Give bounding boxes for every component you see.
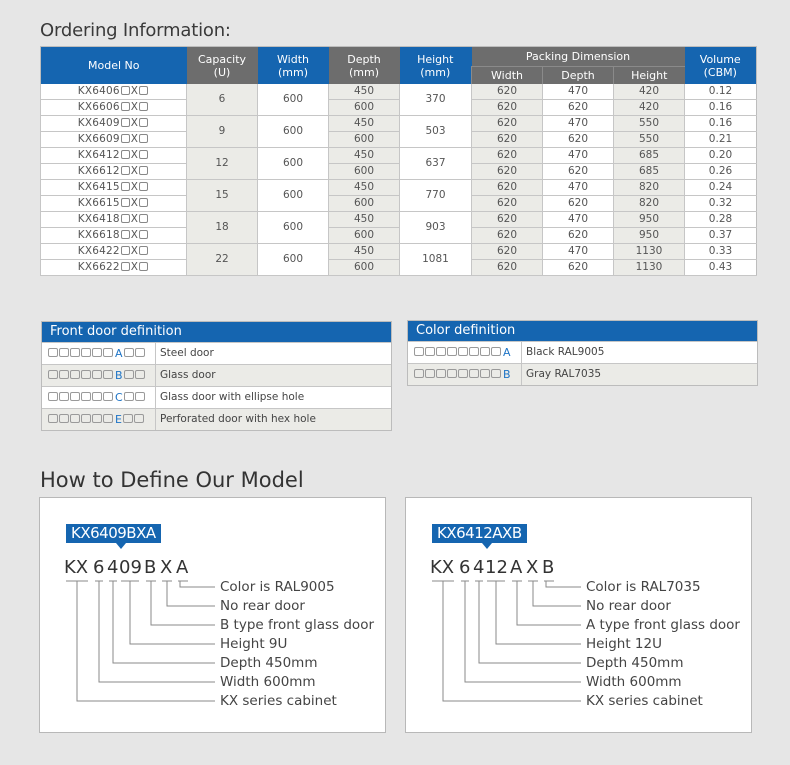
placeholder-box-icon bbox=[59, 414, 69, 423]
definition-code bbox=[408, 364, 522, 385]
leader-line bbox=[130, 581, 215, 644]
placeholder-box-icon bbox=[121, 166, 130, 175]
model-code-part: 4 bbox=[473, 557, 485, 578]
ordering-table bbox=[40, 46, 757, 276]
placeholder-box-icon bbox=[81, 414, 91, 423]
model-code-part: KX bbox=[64, 557, 89, 578]
leader-line bbox=[180, 581, 215, 587]
placeholder-box-icon bbox=[121, 134, 130, 143]
placeholder-box-icon bbox=[135, 370, 145, 379]
capacity-cell: 12 bbox=[187, 148, 258, 180]
capacity-cell: 22 bbox=[187, 244, 258, 276]
pack-height-cell: 550 bbox=[614, 132, 685, 148]
table-row bbox=[41, 116, 757, 132]
pack-height-cell: 1130 bbox=[614, 260, 685, 276]
definition-desc: Glass door with ellipse hole bbox=[160, 391, 305, 403]
header-volume: Volume (CBM) bbox=[685, 47, 757, 85]
pack-depth-cell: 470 bbox=[543, 212, 614, 228]
definition-row bbox=[42, 364, 391, 386]
model-part-label: Width 600mm bbox=[220, 674, 316, 690]
placeholder-box-icon bbox=[139, 198, 148, 207]
model-code-part: A bbox=[176, 557, 189, 578]
placeholder-box-icon bbox=[414, 369, 424, 378]
definition-row bbox=[42, 342, 391, 364]
define-model-title: How to Define Our Model bbox=[40, 468, 304, 492]
placeholder-box-icon bbox=[121, 118, 130, 127]
volume-cell: 0.26 bbox=[685, 164, 757, 180]
volume-cell: 0.16 bbox=[685, 100, 757, 116]
pack-width-cell: 620 bbox=[472, 132, 543, 148]
leader-line bbox=[443, 581, 581, 701]
model-part-label: No rear door bbox=[586, 598, 671, 614]
definition-row bbox=[408, 363, 757, 385]
pack-depth-cell: 470 bbox=[543, 244, 614, 260]
model-code-part: X bbox=[160, 557, 173, 578]
placeholder-box-icon bbox=[139, 230, 148, 239]
placeholder-box-icon bbox=[135, 348, 145, 357]
model-code-part: B bbox=[542, 557, 555, 578]
pack-height-cell: 550 bbox=[614, 116, 685, 132]
leader-line bbox=[99, 581, 215, 682]
pack-width-cell: 620 bbox=[472, 196, 543, 212]
width-cell: 600 bbox=[258, 84, 329, 116]
definition-letter: A bbox=[115, 347, 123, 360]
depth-cell: 450 bbox=[329, 212, 400, 228]
capacity-cell: 15 bbox=[187, 180, 258, 212]
placeholder-box-icon bbox=[81, 348, 91, 357]
depth-cell: 450 bbox=[329, 148, 400, 164]
pack-height-cell: 1130 bbox=[614, 244, 685, 260]
placeholder-box-icon bbox=[425, 369, 435, 378]
color-definition-title: Color definition bbox=[408, 321, 757, 341]
definition-desc: Glass door bbox=[160, 369, 216, 381]
model-part-label: KX series cabinet bbox=[220, 693, 337, 709]
placeholder-box-icon bbox=[134, 414, 144, 423]
placeholder-box-icon bbox=[139, 246, 148, 255]
pack-width-cell: 620 bbox=[472, 84, 543, 100]
depth-cell: 600 bbox=[329, 228, 400, 244]
placeholder-box-icon bbox=[139, 134, 148, 143]
definition-desc: Steel door bbox=[160, 347, 214, 359]
placeholder-box-icon bbox=[480, 369, 490, 378]
leader-line bbox=[77, 581, 215, 701]
placeholder-box-icon bbox=[70, 370, 80, 379]
placeholder-box-icon bbox=[59, 370, 69, 379]
header-pack-width: Width bbox=[472, 67, 543, 85]
pack-width-cell: 620 bbox=[472, 180, 543, 196]
pack-depth-cell: 470 bbox=[543, 148, 614, 164]
pack-width-cell: 620 bbox=[472, 244, 543, 260]
placeholder-box-icon bbox=[139, 118, 148, 127]
model-no-cell: KX6415 X bbox=[41, 180, 187, 196]
width-cell: 600 bbox=[258, 116, 329, 148]
placeholder-box-icon bbox=[480, 347, 490, 356]
model-no-cell: KX6622 X bbox=[41, 260, 187, 276]
width-cell: 600 bbox=[258, 180, 329, 212]
pack-height-cell: 950 bbox=[614, 212, 685, 228]
placeholder-box-icon bbox=[414, 347, 424, 356]
header-height: Height (mm) bbox=[400, 47, 472, 85]
volume-cell: 0.24 bbox=[685, 180, 757, 196]
placeholder-box-icon bbox=[48, 370, 58, 379]
pack-depth-cell: 620 bbox=[543, 132, 614, 148]
depth-cell: 600 bbox=[329, 260, 400, 276]
placeholder-box-icon bbox=[92, 392, 102, 401]
placeholder-box-icon bbox=[458, 347, 468, 356]
table-row bbox=[41, 228, 757, 244]
placeholder-box-icon bbox=[458, 369, 468, 378]
model-tag: KX6409BXA bbox=[66, 524, 161, 543]
placeholder-box-icon bbox=[92, 414, 102, 423]
placeholder-box-icon bbox=[139, 166, 148, 175]
capacity-cell: 9 bbox=[187, 116, 258, 148]
model-part-label: Width 600mm bbox=[586, 674, 682, 690]
pack-depth-cell: 620 bbox=[543, 164, 614, 180]
depth-cell: 600 bbox=[329, 100, 400, 116]
placeholder-box-icon bbox=[70, 414, 80, 423]
width-cell: 600 bbox=[258, 212, 329, 244]
model-no-cell: KX6418 X bbox=[41, 212, 187, 228]
table-row bbox=[41, 260, 757, 276]
pack-depth-cell: 470 bbox=[543, 84, 614, 100]
placeholder-box-icon bbox=[124, 348, 134, 357]
model-part-label: Color is RAL9005 bbox=[220, 579, 335, 595]
definition-desc: Gray RAL7035 bbox=[526, 368, 602, 380]
volume-cell: 0.33 bbox=[685, 244, 757, 260]
volume-cell: 0.12 bbox=[685, 84, 757, 100]
pack-depth-cell: 620 bbox=[543, 228, 614, 244]
front-door-definition bbox=[41, 321, 392, 431]
placeholder-box-icon bbox=[59, 392, 69, 401]
volume-cell: 0.20 bbox=[685, 148, 757, 164]
header-width: Width (mm) bbox=[258, 47, 329, 85]
height-cell: 903 bbox=[400, 212, 472, 244]
pack-depth-cell: 620 bbox=[543, 100, 614, 116]
placeholder-box-icon bbox=[447, 347, 457, 356]
placeholder-box-icon bbox=[425, 347, 435, 356]
width-cell: 600 bbox=[258, 148, 329, 180]
placeholder-box-icon bbox=[121, 150, 130, 159]
placeholder-box-icon bbox=[124, 370, 134, 379]
placeholder-box-icon bbox=[103, 392, 113, 401]
model-code-part: 6 bbox=[93, 557, 105, 578]
model-code-part: 09 bbox=[119, 557, 142, 578]
front-door-title: Front door definition bbox=[42, 322, 391, 342]
leader-line bbox=[167, 581, 215, 606]
placeholder-box-icon bbox=[121, 86, 130, 95]
placeholder-box-icon bbox=[139, 86, 148, 95]
placeholder-box-icon bbox=[139, 102, 148, 111]
depth-cell: 600 bbox=[329, 196, 400, 212]
placeholder-box-icon bbox=[48, 392, 58, 401]
depth-cell: 450 bbox=[329, 180, 400, 196]
placeholder-box-icon bbox=[447, 369, 457, 378]
placeholder-box-icon bbox=[121, 182, 130, 191]
pack-depth-cell: 470 bbox=[543, 180, 614, 196]
header-packing-dimension: Packing Dimension bbox=[472, 47, 685, 67]
pack-height-cell: 820 bbox=[614, 180, 685, 196]
pack-depth-cell: 620 bbox=[543, 260, 614, 276]
color-definition bbox=[407, 320, 758, 386]
definition-letter: C bbox=[115, 391, 123, 404]
ordering-title: Ordering Information: bbox=[40, 20, 231, 41]
placeholder-box-icon bbox=[139, 150, 148, 159]
model-no-cell: KX6409 X bbox=[41, 116, 187, 132]
pack-depth-cell: 470 bbox=[543, 116, 614, 132]
placeholder-box-icon bbox=[121, 214, 130, 223]
placeholder-box-icon bbox=[121, 102, 130, 111]
model-code-part: 6 bbox=[459, 557, 471, 578]
model-part-label: Height 9U bbox=[220, 636, 288, 652]
model-code-part: X bbox=[526, 557, 539, 578]
leader-line bbox=[517, 581, 581, 625]
placeholder-box-icon bbox=[139, 262, 148, 271]
volume-cell: 0.37 bbox=[685, 228, 757, 244]
model-part-label: KX series cabinet bbox=[586, 693, 703, 709]
header-depth: Depth (mm) bbox=[329, 47, 400, 85]
placeholder-box-icon bbox=[121, 198, 130, 207]
definition-code bbox=[42, 387, 156, 408]
placeholder-box-icon bbox=[121, 262, 130, 271]
header-pack-height: Height bbox=[614, 67, 685, 85]
volume-cell: 0.28 bbox=[685, 212, 757, 228]
placeholder-box-icon bbox=[121, 246, 130, 255]
definition-code bbox=[42, 409, 156, 430]
height-cell: 370 bbox=[400, 84, 472, 116]
model-part-label: A type front glass door bbox=[586, 617, 740, 633]
definition-row bbox=[408, 341, 757, 363]
definition-letter: E bbox=[115, 413, 122, 426]
table-row bbox=[41, 212, 757, 228]
placeholder-box-icon bbox=[81, 370, 91, 379]
placeholder-box-icon bbox=[135, 392, 145, 401]
placeholder-box-icon bbox=[103, 370, 113, 379]
volume-cell: 0.43 bbox=[685, 260, 757, 276]
volume-cell: 0.21 bbox=[685, 132, 757, 148]
table-row bbox=[41, 164, 757, 180]
model-part-label: No rear door bbox=[220, 598, 305, 614]
model-code-part: 12 bbox=[485, 557, 508, 578]
pack-height-cell: 685 bbox=[614, 148, 685, 164]
model-example-2 bbox=[405, 497, 752, 733]
definition-code bbox=[42, 365, 156, 386]
table-row bbox=[41, 244, 757, 260]
placeholder-box-icon bbox=[469, 369, 479, 378]
model-code-part: KX bbox=[430, 557, 455, 578]
model-example-1 bbox=[39, 497, 386, 733]
capacity-cell: 18 bbox=[187, 212, 258, 244]
model-no-cell: KX6422 X bbox=[41, 244, 187, 260]
height-cell: 1081 bbox=[400, 244, 472, 276]
model-code-part: 4 bbox=[107, 557, 119, 578]
pack-width-cell: 620 bbox=[472, 260, 543, 276]
model-code-part: A bbox=[510, 557, 523, 578]
model-no-cell: KX6618 X bbox=[41, 228, 187, 244]
placeholder-box-icon bbox=[123, 414, 133, 423]
depth-cell: 600 bbox=[329, 164, 400, 180]
placeholder-box-icon bbox=[59, 348, 69, 357]
leader-line bbox=[479, 581, 581, 663]
pack-height-cell: 420 bbox=[614, 100, 685, 116]
placeholder-box-icon bbox=[121, 230, 130, 239]
placeholder-box-icon bbox=[139, 182, 148, 191]
pack-width-cell: 620 bbox=[472, 164, 543, 180]
leader-line bbox=[533, 581, 581, 606]
placeholder-box-icon bbox=[70, 348, 80, 357]
placeholder-box-icon bbox=[92, 370, 102, 379]
definition-letter: A bbox=[503, 346, 511, 359]
model-no-cell: KX6609 X bbox=[41, 132, 187, 148]
placeholder-box-icon bbox=[139, 214, 148, 223]
table-row bbox=[41, 132, 757, 148]
pack-width-cell: 620 bbox=[472, 228, 543, 244]
placeholder-box-icon bbox=[436, 347, 446, 356]
height-cell: 637 bbox=[400, 148, 472, 180]
leader-line bbox=[546, 581, 581, 587]
definition-row bbox=[42, 408, 391, 430]
pack-height-cell: 420 bbox=[614, 84, 685, 100]
model-part-label: Color is RAL7035 bbox=[586, 579, 701, 595]
placeholder-box-icon bbox=[124, 392, 134, 401]
depth-cell: 450 bbox=[329, 84, 400, 100]
leader-line bbox=[465, 581, 581, 682]
depth-cell: 600 bbox=[329, 132, 400, 148]
table-row bbox=[41, 196, 757, 212]
header-capacity: Capacity (U) bbox=[187, 47, 258, 85]
model-part-label: B type front glass door bbox=[220, 617, 374, 633]
capacity-cell: 6 bbox=[187, 84, 258, 116]
definition-letter: B bbox=[503, 368, 511, 381]
placeholder-box-icon bbox=[70, 392, 80, 401]
placeholder-box-icon bbox=[491, 369, 501, 378]
header-pack-depth: Depth bbox=[543, 67, 614, 85]
table-row bbox=[41, 84, 757, 100]
header-model: Model No bbox=[41, 47, 187, 85]
placeholder-box-icon bbox=[103, 348, 113, 357]
placeholder-box-icon bbox=[81, 392, 91, 401]
model-tag: KX6412AXB bbox=[432, 524, 527, 543]
definition-row bbox=[42, 386, 391, 408]
placeholder-box-icon bbox=[436, 369, 446, 378]
leader-line bbox=[496, 581, 581, 644]
model-no-cell: KX6615 X bbox=[41, 196, 187, 212]
depth-cell: 450 bbox=[329, 244, 400, 260]
placeholder-box-icon bbox=[92, 348, 102, 357]
model-part-label: Depth 450mm bbox=[220, 655, 318, 671]
pack-height-cell: 820 bbox=[614, 196, 685, 212]
pack-width-cell: 620 bbox=[472, 116, 543, 132]
table-row bbox=[41, 100, 757, 116]
definition-desc: Black RAL9005 bbox=[526, 346, 605, 358]
pack-width-cell: 620 bbox=[472, 212, 543, 228]
pack-width-cell: 620 bbox=[472, 148, 543, 164]
width-cell: 600 bbox=[258, 244, 329, 276]
depth-cell: 450 bbox=[329, 116, 400, 132]
definition-code bbox=[42, 343, 156, 364]
placeholder-box-icon bbox=[48, 348, 58, 357]
model-no-cell: KX6612 X bbox=[41, 164, 187, 180]
pack-height-cell: 950 bbox=[614, 228, 685, 244]
table-row bbox=[41, 148, 757, 164]
model-part-label: Depth 450mm bbox=[586, 655, 684, 671]
pack-height-cell: 685 bbox=[614, 164, 685, 180]
placeholder-box-icon bbox=[491, 347, 501, 356]
definition-letter: B bbox=[115, 369, 123, 382]
height-cell: 503 bbox=[400, 116, 472, 148]
model-no-cell: KX6412 X bbox=[41, 148, 187, 164]
pack-width-cell: 620 bbox=[472, 100, 543, 116]
pack-depth-cell: 620 bbox=[543, 196, 614, 212]
model-no-cell: KX6606 X bbox=[41, 100, 187, 116]
height-cell: 770 bbox=[400, 180, 472, 212]
volume-cell: 0.16 bbox=[685, 116, 757, 132]
placeholder-box-icon bbox=[469, 347, 479, 356]
leader-line bbox=[151, 581, 215, 625]
model-no-cell: KX6406 X bbox=[41, 84, 187, 100]
volume-cell: 0.32 bbox=[685, 196, 757, 212]
model-code-part: B bbox=[144, 557, 157, 578]
leader-line bbox=[113, 581, 215, 663]
model-part-label: Height 12U bbox=[586, 636, 662, 652]
placeholder-box-icon bbox=[103, 414, 113, 423]
table-row bbox=[41, 180, 757, 196]
placeholder-box-icon bbox=[48, 414, 58, 423]
definition-code bbox=[408, 342, 522, 363]
definition-desc: Perforated door with hex hole bbox=[160, 413, 316, 425]
